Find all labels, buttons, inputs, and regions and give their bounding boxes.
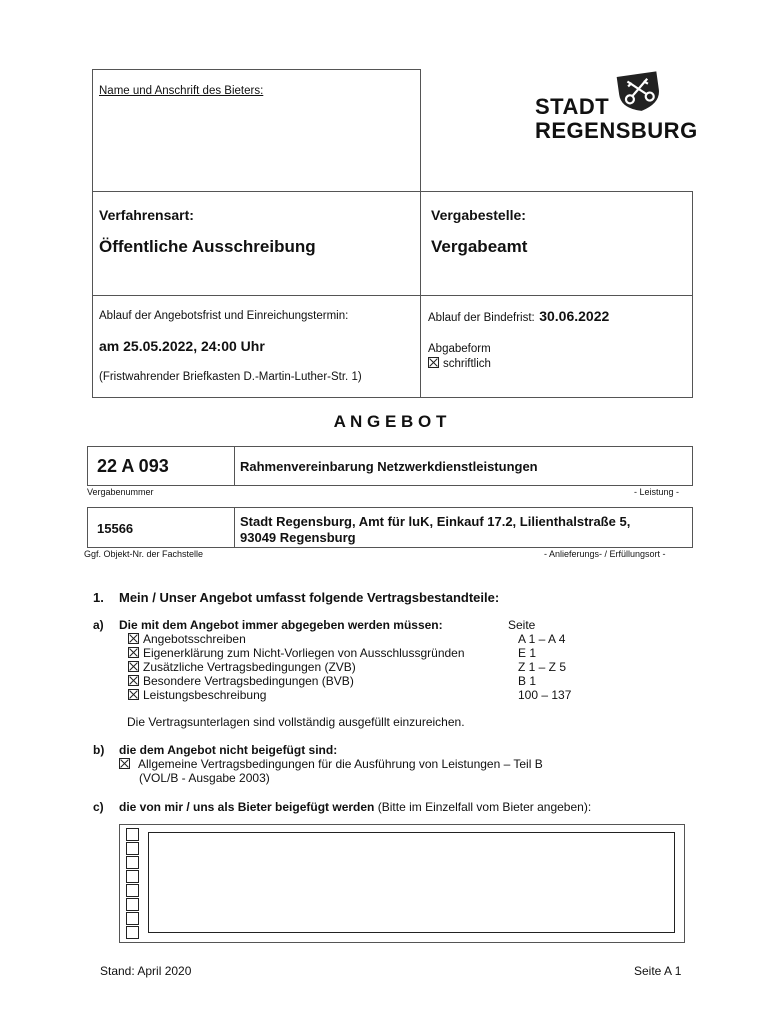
empty-checkbox-icon[interactable]: [126, 912, 139, 925]
contract-item[interactable]: [128, 674, 354, 688]
service-caption: - Leistung -: [634, 487, 680, 497]
object-number-box: [87, 507, 235, 548]
awarding-label: Vergabestelle:: [431, 207, 526, 223]
submission-form-option[interactable]: [428, 357, 491, 370]
bidder-label: Name und Anschrift des Bieters:: [99, 85, 264, 97]
procedure-value: Öffentliche Ausschreibung: [99, 237, 316, 256]
delivery-box: [234, 507, 693, 548]
submission-form-value: schriftlich: [443, 358, 491, 370]
contract-item[interactable]: [128, 632, 246, 646]
service-value: Rahmenvereinbarung Netzwerkdienstleistungen: [240, 459, 538, 474]
vol-b-item-line-1: Allgemeine Vertragsbedingungen für die Ausführung von Leistungen – Teil B: [138, 757, 543, 771]
contract-item-page: A 1 – A 4: [518, 632, 566, 646]
delivery-line-2: 93049 Regensburg: [240, 530, 356, 545]
checked-box-icon[interactable]: [128, 675, 139, 686]
footer-date: Stand: April 2020: [100, 964, 192, 978]
service-box: [234, 446, 693, 486]
checked-box-icon[interactable]: [128, 647, 139, 658]
section-1-number: 1.: [93, 590, 104, 605]
contract-item[interactable]: [128, 646, 465, 660]
deadline-note: (Fristwahrender Briefkasten D.-Martin-Luther-Str. 1): [99, 371, 362, 383]
contract-item[interactable]: [128, 688, 266, 702]
contract-item-label: Besondere Vertragsbedingungen (BVB): [143, 674, 354, 688]
binding-value: 30.06.2022: [539, 308, 610, 324]
delivery-line-1: Stadt Regensburg, Amt für luK, Einkauf 17.2, Lilienthalstraße 5,: [240, 514, 631, 529]
contract-item-page: B 1: [518, 674, 537, 688]
binding-label: Ablauf der Bindefrist:: [428, 312, 535, 324]
contract-item-label: Angebotsschreiben: [143, 632, 246, 646]
footer-page-number: Seite A 1: [634, 964, 682, 978]
section-c-heading: die von mir / uns als Bieter beigefügt werden: [119, 800, 375, 814]
section-a-marker: a): [93, 618, 104, 632]
checked-box-icon[interactable]: [128, 689, 139, 700]
contract-item-page: E 1: [518, 646, 537, 660]
binding-line: [428, 308, 609, 326]
empty-checkbox-icon[interactable]: [126, 884, 139, 897]
awarding-box: [420, 191, 693, 296]
empty-checkbox-icon[interactable]: [126, 828, 139, 841]
page-column-header: Seite: [508, 618, 536, 632]
city-logo: [535, 70, 698, 145]
vol-b-item-line-2: (VOL/B - Ausgabe 2003): [139, 771, 270, 785]
empty-checkbox-icon[interactable]: [126, 870, 139, 883]
logo-line-stadt: STADT: [535, 94, 610, 119]
deadline-label: Ablauf der Angebotsfrist und Einreichungstermin:: [99, 310, 349, 322]
empty-checkbox-icon[interactable]: [126, 898, 139, 911]
object-number-caption: Ggf. Objekt-Nr. der Fachstelle: [84, 549, 204, 559]
empty-checkbox-icon[interactable]: [126, 926, 139, 939]
awarding-value: Vergabeamt: [431, 237, 528, 256]
section-c-line: [119, 800, 591, 814]
award-number: 22 A 093: [97, 456, 169, 476]
bidder-box[interactable]: [92, 69, 421, 192]
attachments-input[interactable]: [148, 832, 675, 933]
contract-item-page: Z 1 – Z 5: [518, 660, 567, 674]
completeness-note: Die Vertragsunterlagen sind vollständig ausgefüllt einzureichen.: [127, 715, 465, 729]
section-c-marker: c): [93, 800, 104, 814]
contract-item-label: Zusätzliche Vertragsbedingungen (ZVB): [143, 660, 356, 674]
procedure-label: Verfahrensart:: [99, 207, 194, 223]
checked-box-icon[interactable]: [128, 661, 139, 672]
procedure-box: [92, 191, 421, 296]
contract-item-label: Eigenerklärung zum Nicht-Vorliegen von Ausschlussgründen: [143, 646, 465, 660]
deadline-box: [92, 295, 421, 398]
contract-item[interactable]: [128, 660, 356, 674]
section-1-heading: Mein / Unser Angebot umfasst folgende Vertragsbestandteile:: [119, 590, 500, 605]
contract-item-label: Leistungsbeschreibung: [143, 688, 267, 702]
delivery-caption: - Anlieferungs- / Erfüllungsort -: [544, 549, 666, 559]
deadline-value: am 25.05.2022, 24:00 Uhr: [99, 338, 265, 354]
coat-of-arms-icon: [615, 70, 663, 112]
contract-item-page: 100 – 137: [518, 688, 572, 702]
section-b-heading: die dem Angebot nicht beigefügt sind:: [119, 743, 338, 757]
submission-form-label: Abgabeform: [428, 343, 491, 355]
checked-box-icon[interactable]: [119, 758, 130, 769]
logo-line-regensburg: REGENSBURG: [535, 118, 698, 143]
document-title: A N G E B O T: [333, 412, 447, 431]
section-a-heading: Die mit dem Angebot immer abgegeben werden müssen:: [119, 618, 443, 632]
binding-box: [420, 295, 693, 398]
section-c-hint: (Bitte im Einzelfall vom Bieter angeben):: [377, 800, 592, 814]
award-number-box: [87, 446, 235, 486]
empty-checkbox-icon[interactable]: [126, 842, 139, 855]
checked-box-icon[interactable]: [128, 633, 139, 644]
award-number-caption: Vergabenummer: [87, 487, 154, 497]
object-number: 15566: [97, 521, 134, 536]
vol-b-item[interactable]: [119, 757, 543, 771]
checked-box-icon[interactable]: [428, 357, 439, 368]
section-b-marker: b): [93, 743, 105, 757]
empty-checkbox-icon[interactable]: [126, 856, 139, 869]
